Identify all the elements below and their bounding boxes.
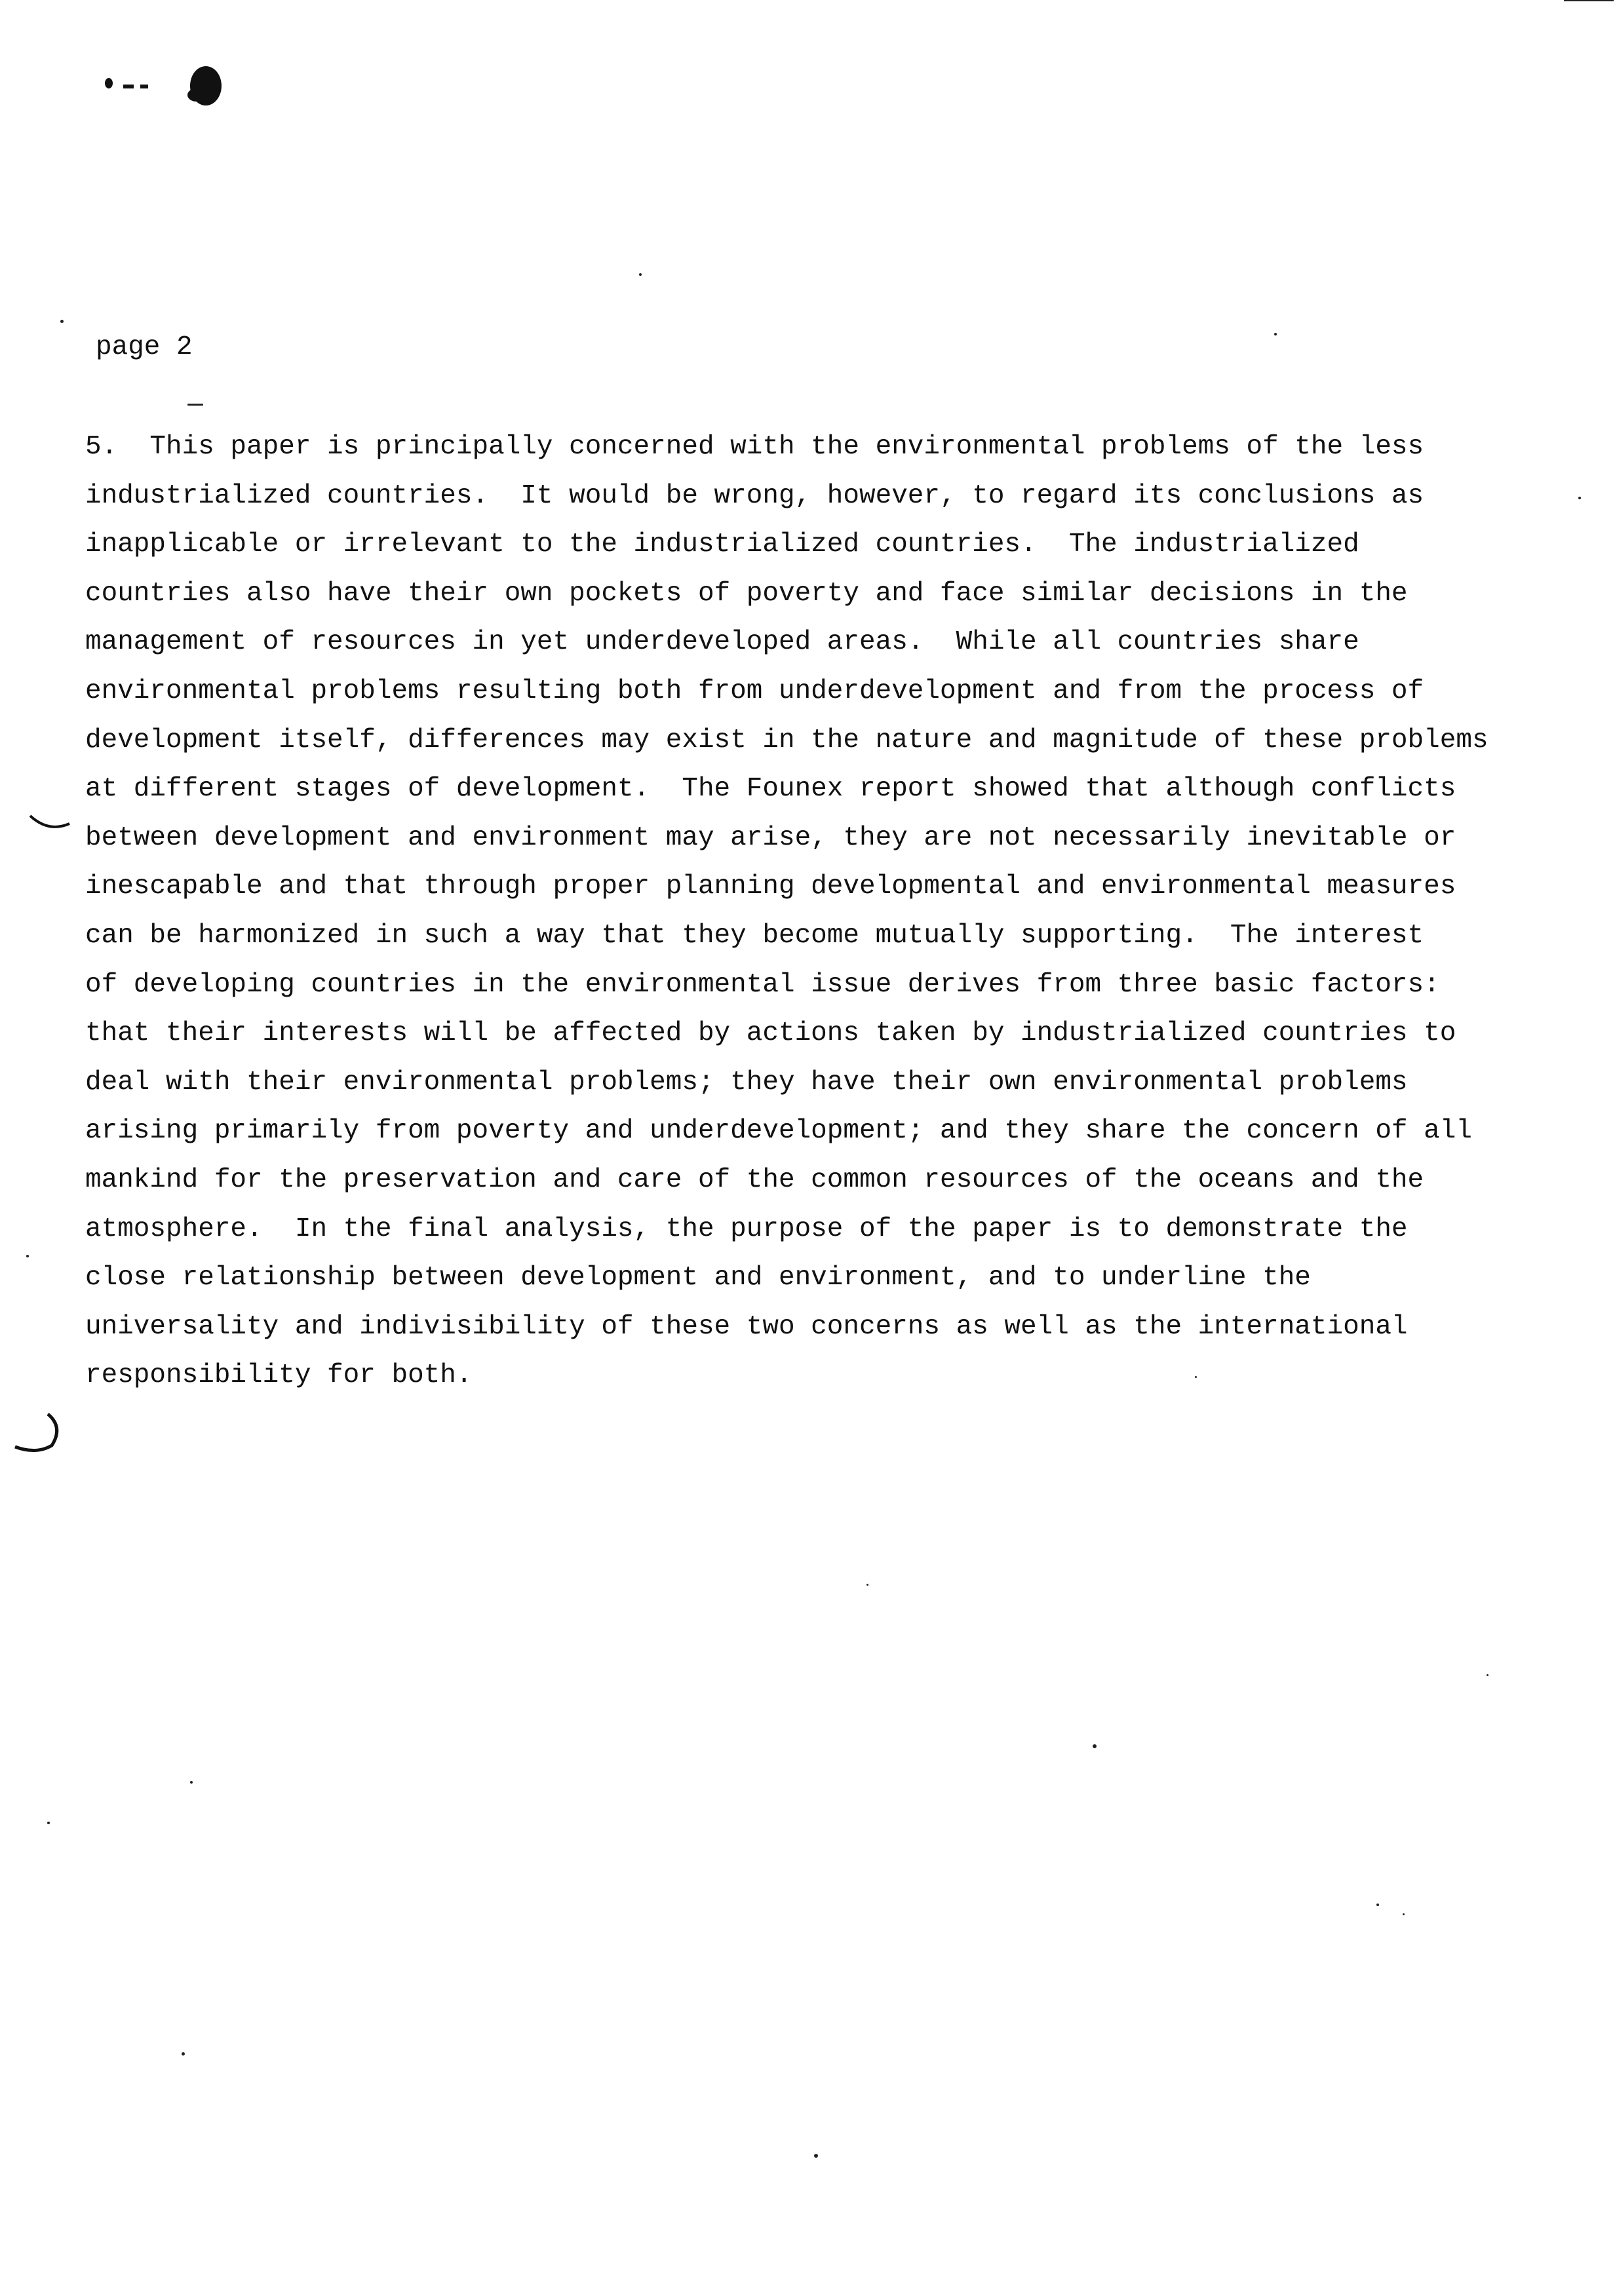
scan-speck <box>1195 1376 1197 1378</box>
text-line: close relationship between development and environment, and to underline the <box>85 1263 1311 1293</box>
text-line: that their interests will be affected by actions taken by industrialized countries to <box>85 1018 1456 1049</box>
text-line: between development and environment may arise, they are not necessarily inevitable or <box>85 822 1456 853</box>
text-line: 5. This paper is principally concerned with the environmental problems of the less <box>85 432 1424 462</box>
scan-speck <box>182 2052 185 2056</box>
scan-speck <box>814 2154 818 2158</box>
text-line: environmental problems resulting both from underdevelopment and from the process of <box>85 676 1424 706</box>
text-line: can be harmonized in such a way that they become mutually supporting. The interest <box>85 920 1424 951</box>
scan-speck <box>1093 1744 1097 1748</box>
text-line: atmosphere. In the final analysis, the purpose of the paper is to demonstrate the <box>85 1214 1408 1244</box>
ink-blot-mark <box>98 62 229 115</box>
scan-speck <box>187 404 203 406</box>
text-line: responsibility for both. <box>85 1360 473 1391</box>
margin-arc-mark <box>26 809 72 842</box>
scan-speck <box>1376 1904 1379 1906</box>
text-line: development itself, differences may exist in the nature and magnitude of these problems <box>85 725 1489 756</box>
text-line: at different stages of development. The Founex report showed that although conflicts <box>85 774 1456 805</box>
text-line: countries also have their own pockets of poverty and face similar decisions in the <box>85 578 1408 609</box>
text-line: inapplicable or irrelevant to the industrialized countries. The industrialized <box>85 529 1359 560</box>
scan-speck <box>1403 1913 1405 1915</box>
body-paragraph <box>85 423 1489 1400</box>
text-line: inescapable and that through proper planning developmental and environmental measures <box>85 871 1456 902</box>
scan-speck <box>866 1584 868 1586</box>
page-number-label: page 2 <box>96 332 193 362</box>
scan-speck <box>26 1255 29 1257</box>
scan-speck <box>1487 1674 1489 1676</box>
text-line: management of resources in yet underdeveloped areas. While all countries share <box>85 627 1359 658</box>
text-line: industrialized countries. It would be wrong, however, to regard its conclusions as <box>85 480 1424 511</box>
scan-speck <box>60 320 64 323</box>
scan-speck <box>1274 333 1277 335</box>
scan-speck <box>639 273 642 276</box>
margin-arc-mark <box>10 1409 69 1461</box>
scan-speck <box>47 1822 50 1824</box>
text-line: universality and indivisibility of these two concerns as well as the international <box>85 1311 1408 1342</box>
scan-speck <box>190 1781 193 1784</box>
scan-speck <box>1564 0 1614 1</box>
text-line: mankind for the preservation and care of the common resources of the oceans and the <box>85 1164 1424 1195</box>
text-line: arising primarily from poverty and underdevelopment; and they share the concern of all <box>85 1116 1472 1147</box>
text-line: of developing countries in the environmental issue derives from three basic factors: <box>85 969 1440 1000</box>
text-line: deal with their environmental problems; they have their own environmental problems <box>85 1067 1408 1098</box>
scan-speck <box>1578 497 1581 499</box>
